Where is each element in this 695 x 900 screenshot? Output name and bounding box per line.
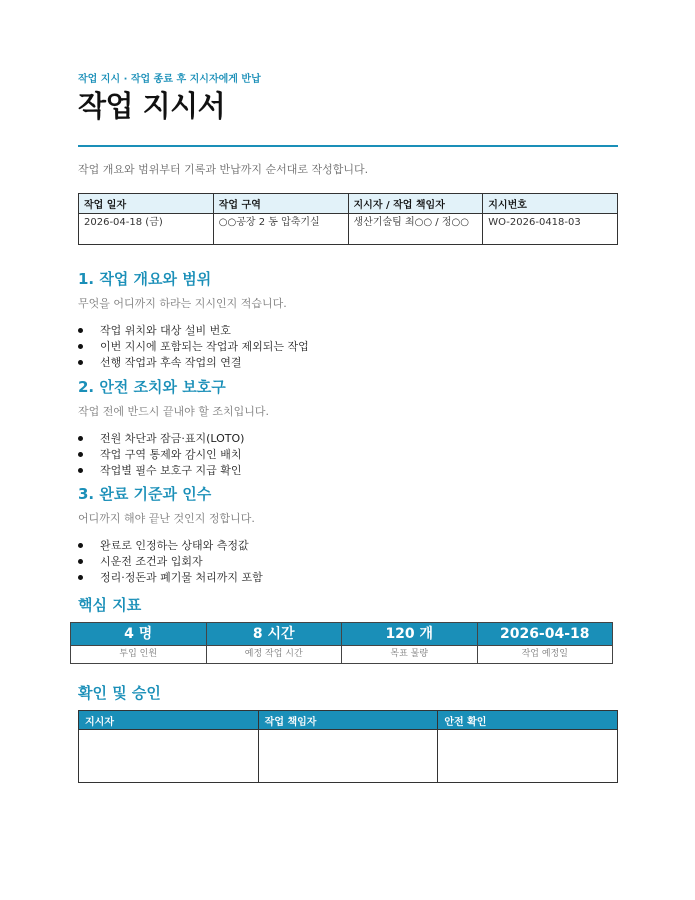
section-title: 3. 완료 기준과 인수	[78, 485, 212, 503]
document-kicker: 작업 지시 · 작업 종료 후 지시자에게 반납	[78, 74, 261, 85]
list-item	[78, 538, 618, 554]
info-header-date: 작업 일자	[79, 194, 214, 214]
approval-title: 확인 및 승인	[78, 684, 161, 702]
section-desc: 무엇을 어디까지 하라는 지시인지 적습니다.	[78, 297, 287, 310]
section-title: 1. 작업 개요와 범위	[78, 270, 212, 288]
list-item	[78, 339, 618, 355]
bullet-icon	[78, 344, 83, 349]
approval-header-work-lead: 작업 책임자	[258, 711, 438, 730]
info-header-area: 작업 구역	[213, 194, 348, 214]
metric-value: 4 명	[71, 623, 206, 645]
metric-value: 8 시간	[207, 623, 342, 645]
bullet-icon	[78, 328, 83, 333]
approval-table	[78, 710, 618, 783]
metric-cell	[207, 623, 343, 663]
metric-cell	[71, 623, 207, 663]
list-item-text: 정리·정돈과 폐기물 처리까지 포함	[100, 571, 263, 584]
approval-header-row	[79, 711, 618, 730]
info-header-row	[79, 194, 618, 214]
approval-header-safety: 안전 확인	[438, 711, 618, 730]
list-item	[78, 323, 618, 339]
info-value-area: ○○공장 2 동 압축기실	[213, 214, 348, 245]
metric-label: 목표 물량	[342, 645, 477, 663]
bullet-icon	[78, 543, 83, 548]
document-intro: 작업 개요와 범위부터 기록과 반납까지 순서대로 작성합니다.	[78, 163, 369, 176]
document-title: 작업 지시서	[78, 89, 226, 123]
metric-value: 120 개	[342, 623, 477, 645]
section-desc: 어디까지 해야 끝난 것인지 정합니다.	[78, 512, 255, 525]
section-list	[78, 431, 618, 479]
section-completion	[78, 483, 618, 586]
list-item	[78, 570, 618, 586]
list-item-text: 작업 구역 통제와 감시인 배치	[100, 448, 242, 461]
info-header-supervisor: 지시자 / 작업 책임자	[348, 194, 483, 214]
list-item-text: 완료로 인정하는 상태와 측정값	[100, 539, 249, 552]
list-item-text: 선행 작업과 후속 작업의 연결	[100, 356, 242, 369]
section-desc: 작업 전에 반드시 끝내야 할 조치입니다.	[78, 405, 269, 418]
list-item-text: 작업 위치와 대상 설비 번호	[100, 324, 231, 337]
bullet-icon	[78, 468, 83, 473]
info-header-order-no: 지시번호	[483, 194, 618, 214]
metric-value: 2026-04-18	[478, 623, 613, 645]
metrics-strip	[70, 622, 613, 664]
list-item-text: 전원 차단과 잠금·표지(LOTO)	[100, 432, 245, 445]
section-list	[78, 538, 618, 586]
list-item	[78, 355, 618, 371]
info-value-order-no: WO-2026-0418-03	[483, 214, 618, 245]
bullet-icon	[78, 360, 83, 365]
supervisor-signature-cell[interactable]	[79, 730, 259, 783]
metric-label: 예정 작업 시간	[207, 645, 342, 663]
work-info-table	[78, 193, 618, 245]
title-divider	[78, 145, 618, 147]
section-list	[78, 323, 618, 371]
bullet-icon	[78, 436, 83, 441]
info-value-row	[79, 214, 618, 245]
list-item	[78, 463, 618, 479]
list-item-text: 작업별 필수 보호구 지급 확인	[100, 464, 242, 477]
info-value-supervisor: 생산기술팀 최○○ / 정○○	[348, 214, 483, 245]
metrics-title: 핵심 지표	[78, 596, 142, 614]
metric-label: 작업 예정일	[478, 645, 613, 663]
bullet-icon	[78, 452, 83, 457]
section-scope	[78, 268, 618, 371]
safety-signature-cell[interactable]	[438, 730, 618, 783]
list-item-text: 시운전 조건과 입회자	[100, 555, 203, 568]
metric-cell	[342, 623, 478, 663]
list-item	[78, 554, 618, 570]
section-title: 2. 안전 조치와 보호구	[78, 378, 226, 396]
bullet-icon	[78, 559, 83, 564]
section-safety	[78, 376, 618, 479]
bullet-icon	[78, 575, 83, 580]
list-item	[78, 431, 618, 447]
info-value-date: 2026-04-18 (금)	[79, 214, 214, 245]
list-item	[78, 447, 618, 463]
metric-cell	[478, 623, 613, 663]
approval-signature-row	[79, 730, 618, 783]
approval-header-supervisor: 지시자	[79, 711, 259, 730]
work-lead-signature-cell[interactable]	[258, 730, 438, 783]
metric-label: 투입 인원	[71, 645, 206, 663]
list-item-text: 이번 지시에 포함되는 작업과 제외되는 작업	[100, 340, 309, 353]
